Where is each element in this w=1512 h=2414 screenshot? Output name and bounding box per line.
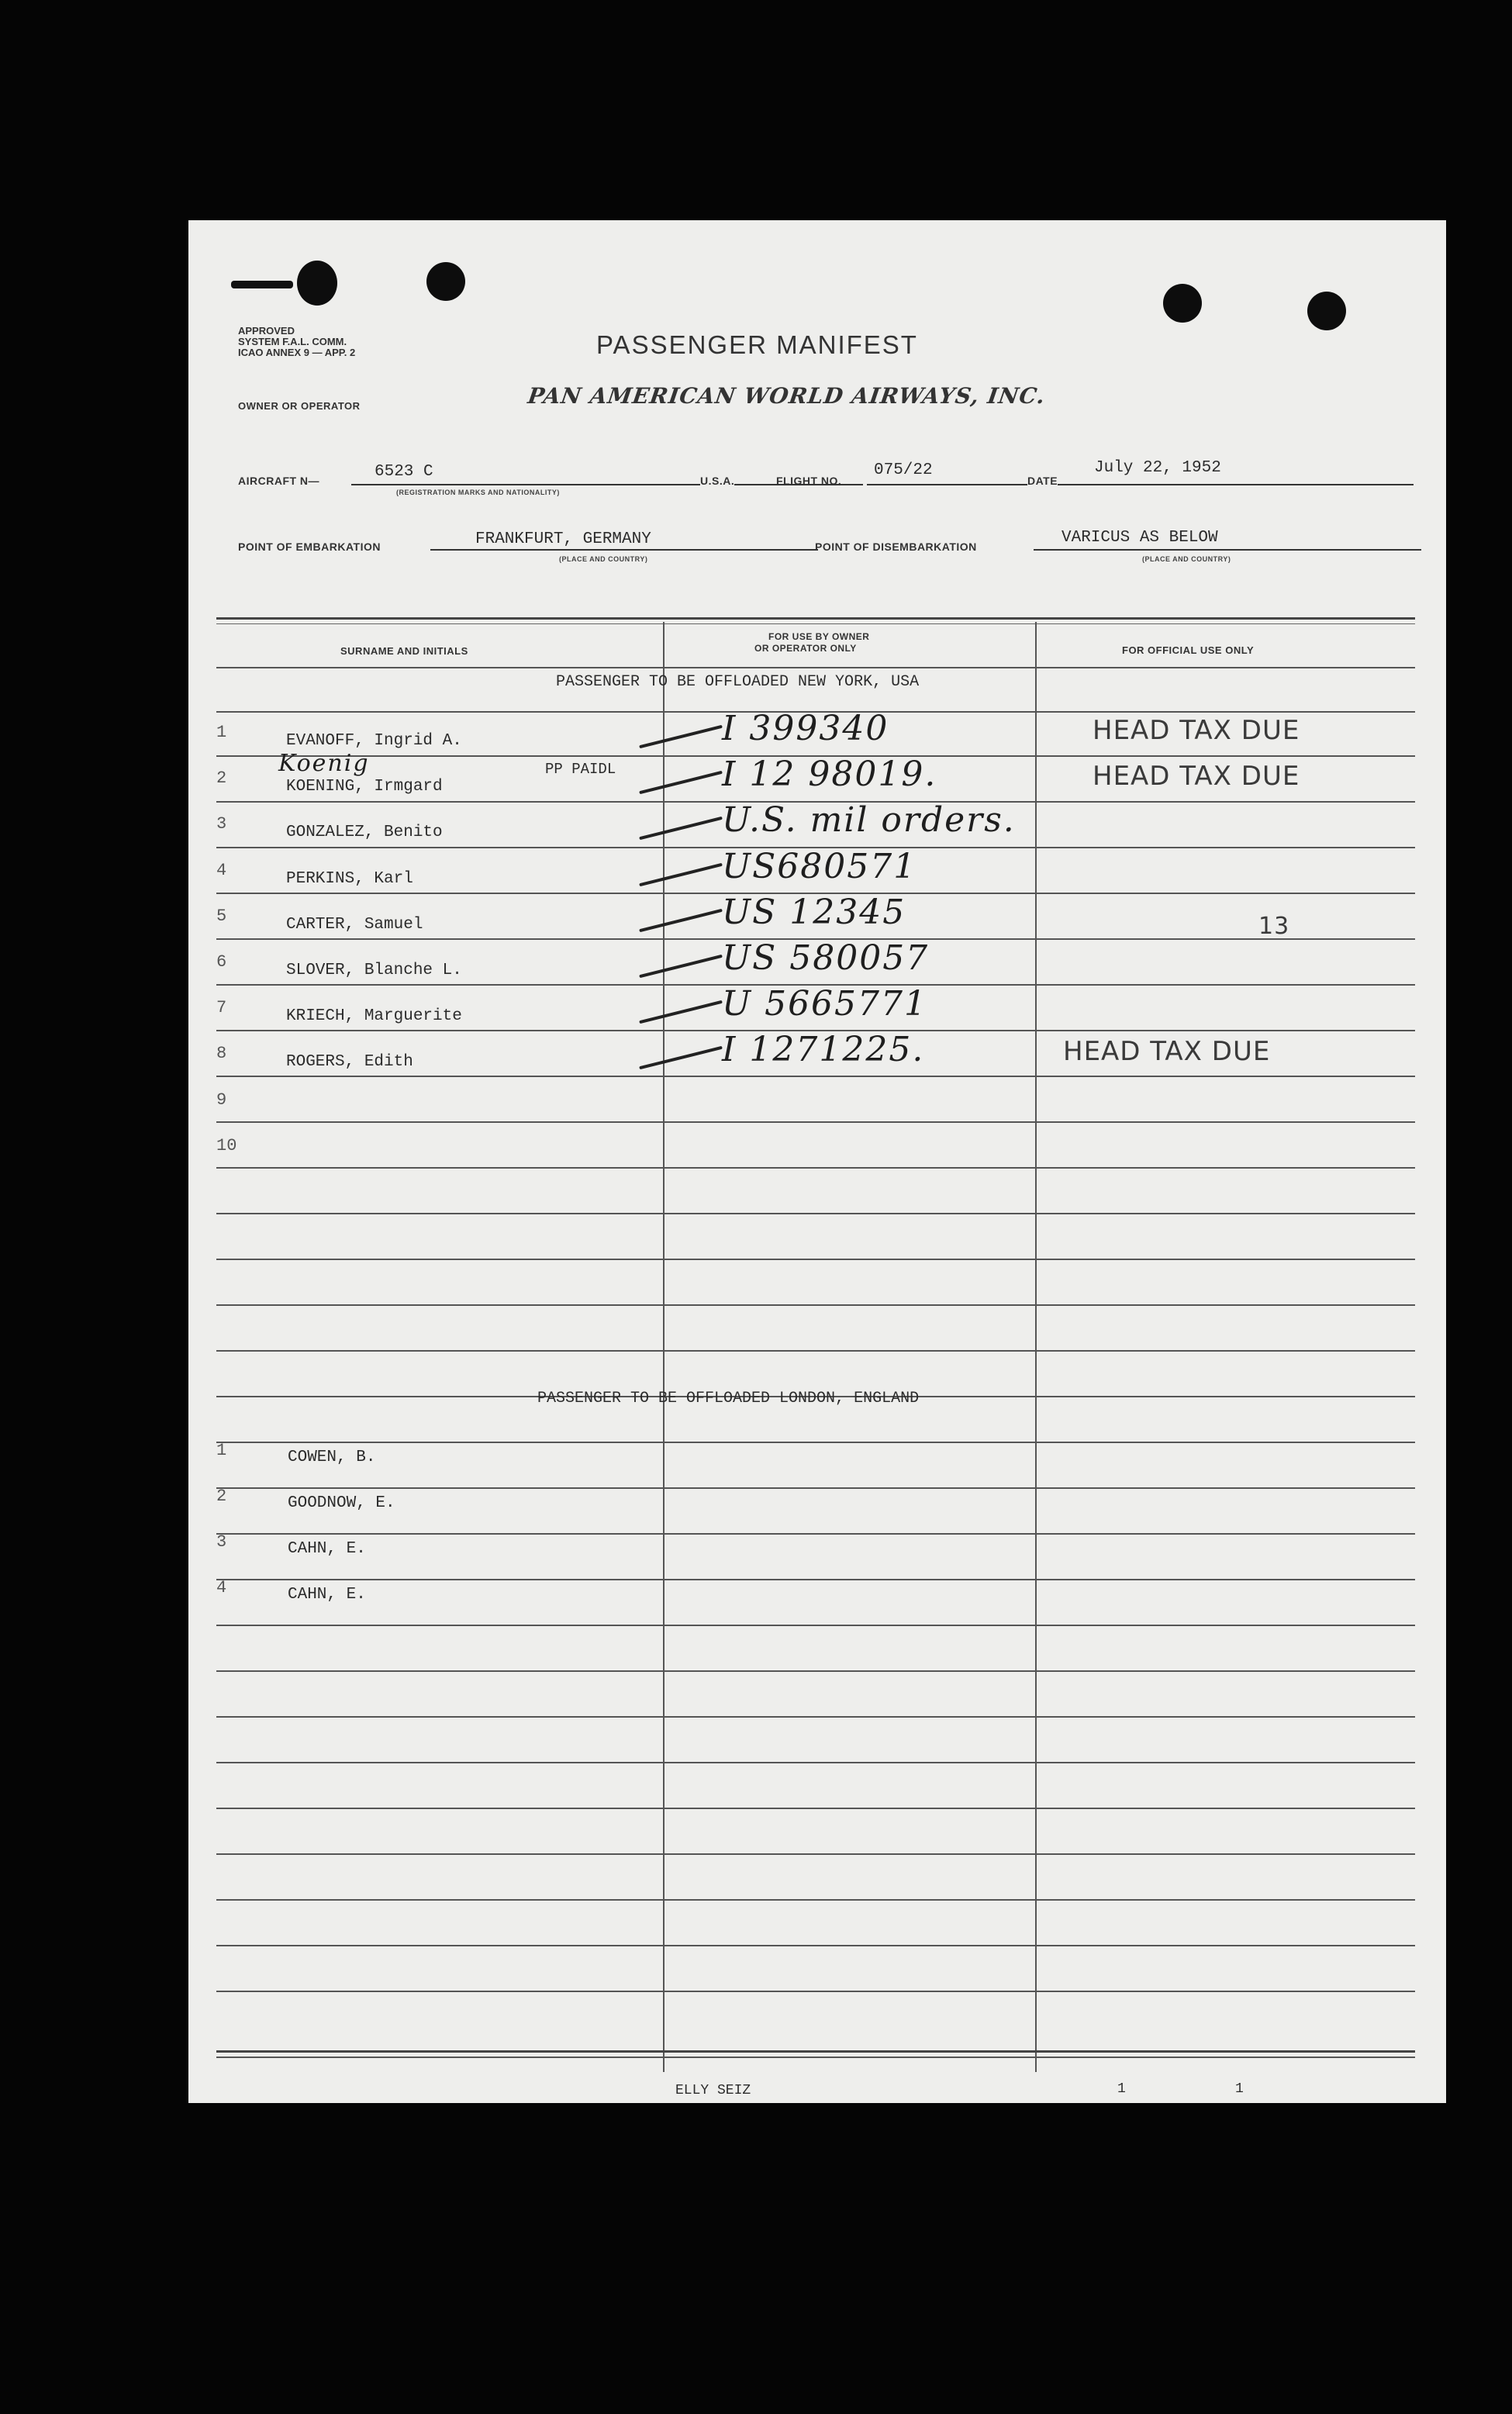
document-number: US 12345 [722, 893, 906, 932]
date-value: July 22, 1952 [1094, 459, 1221, 477]
passenger-name: KOENING, Irmgard [286, 778, 443, 796]
check-mark [639, 771, 723, 794]
official-entry: HEAD TAX DUE [1093, 761, 1300, 792]
official-entry: HEAD TAX DUE [1093, 715, 1300, 746]
row-rule [216, 1167, 1415, 1169]
disembark-label: POINT OF DISEMBARKATION [815, 540, 977, 553]
aircraft-sub: (REGISTRATION MARKS AND NATIONALITY) [396, 489, 560, 496]
row-rule [216, 1442, 1415, 1443]
row-rule [216, 1350, 1415, 1352]
row-rule [216, 1121, 1415, 1123]
approval-line-3: ICAO ANNEX 9 — APP. 2 [238, 347, 356, 358]
passport-note: PP PAIDL [545, 761, 616, 778]
row-number: 7 [216, 998, 227, 1017]
embark-value: FRANKFURT, GERMANY [475, 530, 651, 548]
passenger-name: GONZALEZ, Benito [286, 824, 443, 841]
row-rule [216, 1533, 1415, 1535]
row-number: 6 [216, 952, 227, 972]
row-number: 10 [216, 1136, 237, 1155]
row-number: 4 [216, 861, 227, 880]
ink-smudge [231, 281, 293, 288]
section-newyork: PASSENGER TO BE OFFLOADED NEW YORK, USA [556, 673, 920, 691]
document-number: US 580057 [722, 938, 930, 978]
footer-signature: ELLY SEIZ [675, 2083, 751, 2098]
row-rule [216, 1625, 1415, 1626]
footer-count-b: 1 [1235, 2081, 1244, 2097]
aircraft-value: 6523 C [375, 463, 433, 481]
row-rule [216, 1716, 1415, 1718]
punch-hole [297, 261, 337, 306]
row-rule [216, 1808, 1415, 1809]
check-mark [639, 1000, 723, 1024]
check-mark [639, 955, 723, 978]
row-number: 5 [216, 907, 227, 926]
row-rule [216, 1076, 1415, 1077]
embark-sub: (PLACE AND COUNTRY) [559, 555, 648, 563]
row-number: 8 [216, 1044, 227, 1063]
passenger-name: COWEN, B. [288, 1449, 376, 1466]
check-mark [639, 725, 723, 748]
row-number: 4 [216, 1578, 227, 1597]
approval-line-2: SYSTEM F.A.L. COMM. [238, 336, 347, 347]
passenger-name: ROGERS, Edith [286, 1053, 413, 1071]
header-owner-a: FOR USE BY OWNER [768, 631, 870, 642]
operator-name: PAN AMERICAN WORLD AIRWAYS, INC. [526, 383, 1048, 409]
check-mark [639, 863, 723, 886]
passenger-name: EVANOFF, Ingrid A. [286, 732, 462, 750]
row-rule [216, 1213, 1415, 1214]
row-rule [216, 1991, 1415, 1992]
document-number: U 5665771 [722, 984, 928, 1024]
row-number: 1 [216, 723, 227, 742]
header-owner-b: OR OPERATOR ONLY [754, 643, 857, 654]
check-mark [639, 817, 723, 840]
header-official: FOR OFFICIAL USE ONLY [1122, 644, 1255, 656]
row-rule [216, 1762, 1415, 1763]
section-london: PASSENGER TO BE OFFLOADED LONDON, ENGLAND [537, 1390, 920, 1407]
punch-hole [1163, 284, 1202, 323]
row-rule [216, 1304, 1415, 1306]
row-rule [216, 1899, 1415, 1901]
row-rule [216, 1945, 1415, 1946]
embark-label: POINT OF EMBARKATION [238, 540, 381, 553]
row-number: 2 [216, 768, 227, 788]
manifest-sheet [188, 220, 1446, 2103]
punch-hole [426, 262, 465, 301]
flight-value: 075/22 [874, 461, 933, 479]
row-number: 3 [216, 814, 227, 834]
header-surname: SURNAME AND INITIALS [340, 645, 468, 657]
punch-hole [1307, 292, 1346, 330]
document-number: I 1271225. [722, 1030, 925, 1069]
document-number: U.S. mil orders. [722, 800, 1016, 840]
disembark-sub: (PLACE AND COUNTRY) [1142, 555, 1231, 563]
row-rule [216, 667, 1415, 668]
row-rule [216, 1853, 1415, 1855]
passenger-name: CARTER, Samuel [286, 916, 423, 934]
passenger-name: PERKINS, Karl [286, 870, 413, 888]
row-number: 3 [216, 1532, 227, 1552]
disembark-value: VARICUS AS BELOW [1062, 529, 1218, 547]
check-mark [639, 909, 723, 932]
document-number: I 12 98019. [722, 755, 937, 794]
row-rule [216, 1670, 1415, 1672]
document-number: I 399340 [722, 709, 889, 748]
date-label: DATE [1027, 475, 1058, 487]
row-number: 1 [216, 1441, 227, 1460]
row-rule [216, 1487, 1415, 1489]
passenger-name: KRIECH, Marguerite [286, 1007, 462, 1025]
row-rule [216, 1579, 1415, 1580]
row-number: 2 [216, 1487, 227, 1506]
official-entry: HEAD TAX DUE [1063, 1036, 1271, 1067]
document-number: US680571 [722, 847, 917, 886]
official-entry: 13 [1258, 913, 1290, 940]
passenger-name: CAHN, E. [288, 1586, 366, 1604]
page-title: PASSENGER MANIFEST [596, 330, 918, 359]
flight-label: FLIGHT NO. [776, 475, 842, 487]
footer-count-a: 1 [1117, 2081, 1126, 2097]
passenger-name: GOODNOW, E. [288, 1494, 395, 1512]
check-mark [639, 1046, 723, 1069]
passenger-name: CAHN, E. [288, 1540, 366, 1558]
passenger-name: SLOVER, Blanche L. [286, 962, 462, 979]
row-rule [216, 1259, 1415, 1260]
approval-line-1: APPROVED [238, 325, 295, 337]
aircraft-label: AIRCRAFT N— [238, 475, 320, 487]
owner-label: OWNER OR OPERATOR [238, 400, 361, 412]
table-top-rule [216, 617, 1415, 620]
usa-label: U.S.A. [700, 475, 735, 487]
row-number: 9 [216, 1090, 227, 1110]
name-correction: Koenig [278, 750, 370, 777]
table-bottom-rule [216, 2050, 1415, 2053]
